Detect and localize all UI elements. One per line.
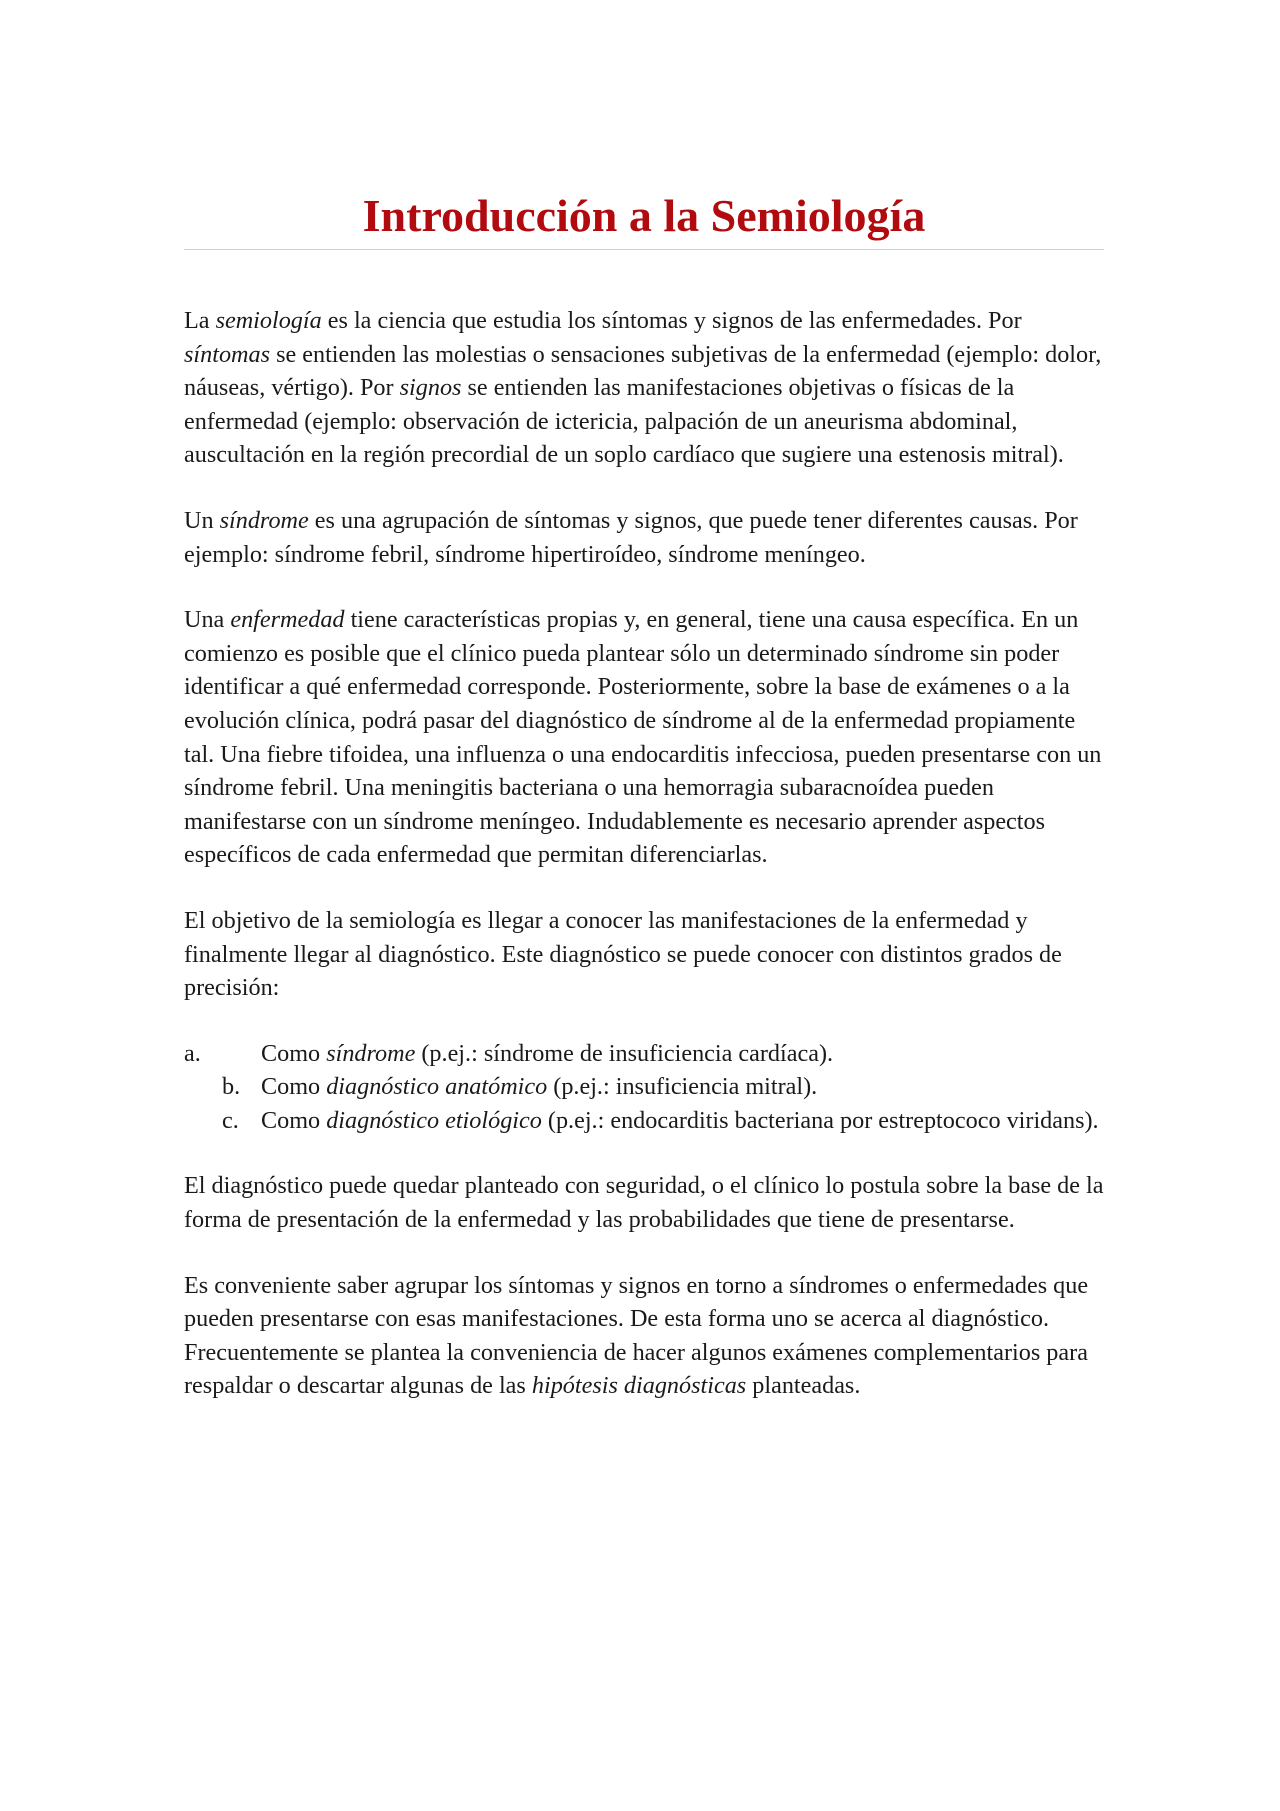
text-run: es una agrupación de síntomas y signos, que puede tener diferentes causas. Por ejemplo: síndrome febril, síndrome hipertiroídeo, síndrome meníngeo. (184, 506, 1078, 568)
paragraph-seguridad (184, 1169, 1104, 1236)
text-run: La (184, 307, 216, 334)
italic-term: semiología (215, 307, 322, 334)
diagnosis-levels-list (184, 1037, 1104, 1138)
italic-term: diagnóstico etiológico (326, 1106, 542, 1134)
document-page (184, 188, 1104, 1435)
list-marker: c. (222, 1106, 239, 1134)
italic-term: síndrome (219, 506, 309, 534)
text-run: El diagnóstico puede quedar planteado con seguridad, o el clínico lo postula sobre la base de la forma de presentación de la enfermedad y las probabilidades que tiene de presentarse. (184, 1172, 1104, 1234)
text-run: Como (261, 1039, 327, 1067)
text-run: Un (184, 506, 220, 534)
list-item (184, 1037, 1104, 1071)
text-run: (p.ej.: endocarditis bacteriana por estreptococo viridans). (541, 1106, 1099, 1134)
text-run: Es conveniente saber agrupar los síntomas y signos en torno a síndromes o enfermedades que pueden presentarse con esas manifestaciones. De esta forma uno se acerca al diagnóstico. Frecuentemente se plantea la conveniencia de hacer algunos exámenes complementarios para respaldar o descartar algunas de las (184, 1271, 1089, 1400)
text-run: es la ciencia que estudia los síntomas y signos de las enfermedades. Por (321, 307, 1022, 334)
italic-term: enfermedad (230, 606, 345, 634)
italic-term: hipótesis diagnósticas (531, 1372, 747, 1400)
text-run: (p.ej.: insuficiencia mitral). (547, 1073, 818, 1101)
italic-term: signos (399, 374, 462, 402)
paragraph-agrupar (184, 1269, 1104, 1403)
italic-term: diagnóstico anatómico (326, 1073, 548, 1101)
paragraph-sindrome (184, 504, 1104, 571)
text-run: El objetivo de la semiología es llegar a conocer las manifestaciones de la enfermedad y finalmente llegar al diagnóstico. Este diagnóstico se puede conocer con distintos grados de precisión: (184, 906, 1062, 1002)
page-title: Introducción a la Semiología (184, 188, 1104, 250)
text-run: tiene características propias y, en general, tiene una causa específica. En un comienzo es posible que el clínico pueda plantear sólo un determinado síndrome sin poder identificar a qué enfermedad corresponde. Posteriormente, sobre la base de exámenes o a la evolución clínica, podrá pasar del diagnóstico de síndrome al de la enfermedad propiamente tal. Una fiebre tifoidea, una influenza o una endocarditis infecciosa, pueden presentarse con un síndrome febril. Una meningitis bacteriana o una hemorragia subaracnoídea pueden manifestarse con un síndrome meníngeo. Indudablemente es necesario aprender aspectos específicos de cada enfermedad que permitan diferenciarlas. (184, 606, 1102, 869)
text-run: Una (184, 606, 231, 634)
document-body (184, 304, 1104, 1403)
list-item (184, 1104, 1104, 1138)
paragraph-objetivo (184, 904, 1104, 1005)
paragraph-semiologia (184, 304, 1104, 472)
text-run: Como (261, 1106, 327, 1134)
italic-term: síntomas (184, 340, 271, 368)
text-run: se entienden las molestias o sensaciones subjetivas de la enfermedad (ejemplo: dolor, náuseas, vértigo). Por (184, 340, 1102, 402)
list-marker: a. (184, 1039, 201, 1067)
italic-term: síndrome (326, 1039, 416, 1067)
paragraph-enfermedad (184, 603, 1104, 872)
text-run: se entienden las manifestaciones objetivas o físicas de la enfermedad (ejemplo: observación de ictericia, palpación de un aneurisma abdominal, auscultación en la región precordial de un soplo cardíaco que sugiere una estenosis mitral). (184, 374, 1064, 469)
text-run: Como (261, 1073, 327, 1101)
list-marker: b. (222, 1073, 241, 1101)
text-run: (p.ej.: síndrome de insuficiencia cardíaca). (415, 1039, 834, 1067)
text-run: planteadas. (746, 1372, 861, 1400)
list-item (184, 1070, 1104, 1104)
